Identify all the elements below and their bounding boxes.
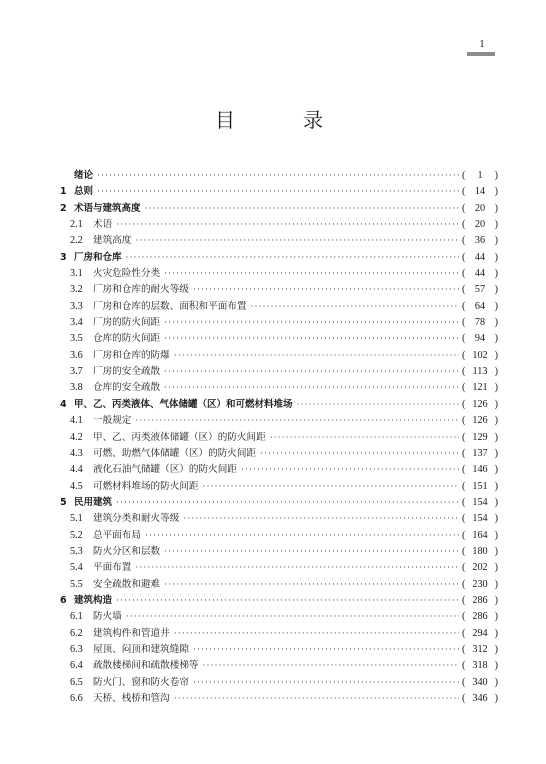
toc-entry-number: 1 (60, 186, 67, 198)
toc-page-ref (462, 626, 498, 642)
toc-page-ref (462, 397, 498, 413)
toc-page-number: 36 (474, 235, 486, 247)
toc-entry-title: 可燃、助燃气体储罐（区）的防火间距 (93, 447, 257, 459)
toc-page-number: 64 (474, 300, 486, 312)
right-paren: ) (494, 366, 498, 378)
toc-dot-leader (174, 625, 459, 641)
right-paren: ) (494, 382, 498, 394)
toc-section-entry[interactable] (60, 232, 498, 248)
toc-chapter-entry[interactable] (60, 200, 498, 216)
toc-dot-leader (164, 330, 459, 346)
toc-page-ref (462, 495, 498, 511)
page-title: 目 录 (215, 108, 347, 132)
toc-entry-title: 建筑高度 (93, 235, 132, 247)
toc-entry-number: 6.3 (70, 643, 83, 655)
left-paren: ( (462, 170, 466, 181)
toc-entry-title: 可燃材料堆场的防火间距 (93, 480, 199, 492)
toc-page-ref (462, 593, 498, 609)
toc-section-entry[interactable] (60, 641, 498, 657)
toc-page-ref (462, 266, 498, 282)
toc-page-number: 146 (472, 464, 488, 476)
toc-dot-leader (174, 347, 459, 363)
toc-chapter-entry[interactable] (60, 592, 498, 608)
toc-page-ref (462, 675, 498, 691)
toc-dot-leader (174, 690, 459, 706)
toc-page-ref (462, 577, 498, 593)
right-paren: ) (494, 496, 498, 508)
right-paren: ) (494, 317, 498, 329)
left-paren: ( (462, 693, 466, 704)
right-paren: ) (494, 464, 498, 476)
toc-page-number: 44 (474, 251, 486, 263)
toc-dot-leader (164, 543, 459, 559)
toc-section-entry[interactable] (60, 314, 498, 330)
toc-chapter-entry[interactable] (60, 249, 498, 265)
toc-entry-title: 建筑构造 (74, 594, 113, 606)
toc-section-entry[interactable] (60, 576, 498, 592)
left-paren: ( (462, 627, 466, 639)
left-paren: ( (462, 202, 466, 214)
toc-entry-number: 4.3 (70, 447, 83, 459)
toc-page-number: 137 (472, 447, 488, 459)
toc-page-number: 57 (474, 284, 486, 296)
toc-page-number: 1 (477, 170, 483, 181)
toc-entry-title: 厂房和仓库的耐火等级 (93, 284, 189, 296)
toc-dot-leader (193, 674, 459, 690)
left-paren: ( (462, 496, 466, 508)
toc-dot-leader (135, 412, 459, 428)
toc-dot-leader (260, 445, 459, 461)
toc-entry-title: 绪论 (74, 170, 94, 181)
toc-page-number: 154 (472, 496, 488, 508)
toc-page-ref (462, 184, 498, 200)
toc-page-number: 340 (472, 676, 488, 688)
toc-page-number: 113 (472, 366, 488, 378)
toc-entry-number: 4.1 (70, 415, 83, 427)
toc-entry-title: 厂房和仓库 (74, 251, 122, 263)
toc-page-ref (462, 462, 498, 478)
toc-entry-number: 3.7 (70, 366, 83, 378)
toc-entry-title: 火灾危险性分类 (93, 268, 161, 280)
toc-section-entry[interactable] (60, 412, 498, 428)
toc-entry-number: 3.1 (70, 268, 83, 280)
left-paren: ( (462, 578, 466, 590)
toc-entry-title: 液化石油气储罐（区）的防火间距 (93, 464, 237, 476)
left-paren: ( (462, 219, 466, 231)
toc-dot-leader (116, 216, 459, 232)
toc-page-ref (462, 299, 498, 315)
toc-chapter-entry[interactable] (60, 494, 498, 510)
toc-page-number: 121 (472, 382, 488, 394)
left-paren: ( (462, 480, 466, 492)
toc-dot-leader (251, 298, 460, 314)
left-paren: ( (462, 594, 466, 606)
toc-entry-title: 甲、乙、丙类液体储罐（区）的防火间距 (93, 431, 266, 443)
toc-section-entry[interactable] (60, 559, 498, 575)
toc-page-number: 346 (472, 693, 488, 704)
right-paren: ) (494, 170, 498, 181)
toc-entry-title: 防火墙 (93, 611, 122, 623)
toc-dot-leader (193, 641, 459, 657)
toc-entry-title: 建筑分类和耐火等级 (93, 513, 180, 525)
toc-dot-leader (126, 608, 459, 624)
right-paren: ) (494, 284, 498, 296)
left-paren: ( (462, 284, 466, 296)
toc-entry-title: 厂房的防火间距 (93, 317, 161, 329)
toc-entry-number: 6.5 (70, 676, 83, 688)
left-paren: ( (462, 366, 466, 378)
toc-page-number: 164 (472, 529, 488, 541)
toc-entry-title: 总平面布局 (93, 529, 141, 541)
toc-entry-title: 厂房和仓库的层数、面积和平面布置 (93, 300, 247, 312)
toc-entry-number: 6.6 (70, 693, 83, 704)
toc-section-entry[interactable] (60, 510, 498, 526)
toc-page-ref (462, 315, 498, 331)
right-paren: ) (494, 268, 498, 280)
left-paren: ( (462, 235, 466, 247)
toc-dot-leader (241, 461, 459, 477)
right-paren: ) (494, 545, 498, 557)
toc-entry-title: 防火分区和层数 (93, 545, 161, 557)
toc-page-ref (462, 331, 498, 347)
toc-chapter-entry[interactable] (60, 183, 498, 199)
toc-page-ref (462, 217, 498, 233)
right-paren: ) (494, 627, 498, 639)
right-paren: ) (494, 333, 498, 345)
left-paren: ( (462, 529, 466, 541)
toc-entry-number: 5.4 (70, 562, 83, 574)
toc-entry-number: 3.3 (70, 300, 83, 312)
right-paren: ) (494, 219, 498, 231)
toc-dot-leader (183, 510, 459, 526)
toc-page-ref (462, 282, 498, 298)
toc-dot-leader (164, 265, 459, 281)
toc-dot-leader (97, 167, 459, 183)
toc-section-entry[interactable] (60, 527, 498, 543)
toc-entry-title: 平面布置 (93, 562, 132, 574)
toc-page-ref (462, 348, 498, 364)
toc-entry-title: 术语 (93, 219, 113, 231)
toc-page-number: 318 (472, 660, 488, 672)
right-paren: ) (494, 513, 498, 525)
left-paren: ( (462, 333, 466, 345)
toc-page-number: 154 (472, 513, 488, 525)
toc-entry-title: 术语与建筑高度 (74, 202, 141, 214)
right-paren: ) (494, 186, 498, 198)
right-paren: ) (494, 643, 498, 655)
toc-entry-number: 3.8 (70, 382, 83, 394)
toc-page-number: 180 (472, 545, 488, 557)
right-paren: ) (494, 578, 498, 590)
toc-section-entry[interactable] (60, 478, 498, 494)
toc-entry-title: 甲、乙、丙类液体、气体储罐（区）和可燃材料堆场 (74, 398, 293, 410)
toc-dot-leader (203, 478, 459, 494)
toc-page-number: 20 (474, 219, 486, 231)
toc-page-ref (462, 528, 498, 544)
toc-entry-number: 3 (60, 251, 67, 263)
right-paren: ) (494, 300, 498, 312)
toc-page-ref (462, 233, 498, 249)
toc-section-entry[interactable] (60, 429, 498, 445)
toc-page-number: 44 (474, 268, 486, 280)
toc-section-entry[interactable] (60, 625, 498, 641)
toc-page-number: 151 (472, 480, 488, 492)
toc-entry-number: 4.2 (70, 431, 83, 443)
toc-section-entry[interactable] (60, 657, 498, 673)
toc-entry-title: 民用建筑 (74, 496, 113, 508)
toc-entry-number: 6.1 (70, 611, 83, 623)
right-paren: ) (494, 611, 498, 623)
toc-dot-leader (203, 657, 459, 673)
toc-page-ref (462, 250, 498, 266)
toc-entry-number: 5 (60, 496, 67, 508)
toc-entry-number: 5.1 (70, 513, 83, 525)
toc-page-ref (462, 479, 498, 495)
toc-entry-title: 安全疏散和避难 (93, 578, 161, 590)
toc-entry-title: 厂房和仓库的防爆 (93, 349, 170, 361)
right-paren: ) (494, 415, 498, 427)
toc-page-number: 20 (474, 202, 486, 214)
toc-page-number: 78 (474, 317, 486, 329)
toc-page-number: 129 (472, 431, 488, 443)
toc-entry-number: 5.5 (70, 578, 83, 590)
toc-section-entry[interactable] (60, 363, 498, 379)
toc-entry-number: 5.2 (70, 529, 83, 541)
toc-page-number: 126 (472, 415, 488, 427)
toc-page-ref (462, 380, 498, 396)
toc-page-ref (462, 544, 498, 560)
toc-entry-number: 5.3 (70, 545, 83, 557)
toc-entry-title: 一般规定 (93, 415, 132, 427)
toc-page-ref (462, 691, 498, 707)
toc-page-number: 14 (474, 186, 486, 198)
toc-entry-title: 总则 (74, 186, 94, 198)
toc-section-entry[interactable] (60, 216, 498, 232)
left-paren: ( (462, 415, 466, 427)
toc-entry-title: 屋顶、闷顶和建筑缝隙 (93, 643, 189, 655)
toc-page-ref (462, 430, 498, 446)
toc-dot-leader (145, 527, 459, 543)
toc-dot-leader (116, 592, 459, 608)
toc-entry-title: 天桥、栈桥和管沟 (93, 693, 170, 704)
right-paren: ) (494, 529, 498, 541)
toc-dot-leader (164, 363, 459, 379)
toc-dot-leader (145, 200, 459, 216)
toc-dot-leader (164, 576, 459, 592)
left-paren: ( (462, 464, 466, 476)
toc-page-ref (462, 168, 498, 184)
toc-dot-leader (270, 429, 459, 445)
toc-entry-title: 仓库的安全疏散 (93, 382, 161, 394)
toc-entry-number: 2 (60, 202, 67, 214)
left-paren: ( (462, 562, 466, 574)
toc-section-entry[interactable] (60, 608, 498, 624)
toc-entry-number: 3.2 (70, 284, 83, 296)
toc-page-ref (462, 560, 498, 576)
right-paren: ) (494, 235, 498, 247)
toc-dot-leader (126, 249, 459, 265)
toc-section-entry[interactable] (60, 674, 498, 690)
left-paren: ( (462, 186, 466, 198)
toc-entry-number: 3.4 (70, 317, 83, 329)
left-paren: ( (462, 611, 466, 623)
right-paren: ) (494, 562, 498, 574)
left-paren: ( (462, 447, 466, 459)
right-paren: ) (494, 251, 498, 263)
right-paren: ) (494, 480, 498, 492)
toc-section-entry[interactable] (60, 298, 498, 314)
toc-section-entry[interactable] (60, 379, 498, 395)
toc-dot-leader (297, 396, 459, 412)
left-paren: ( (462, 300, 466, 312)
toc-entry-number: 6.4 (70, 660, 83, 672)
right-paren: ) (494, 676, 498, 688)
toc-section-entry[interactable] (60, 330, 498, 346)
right-paren: ) (494, 660, 498, 672)
toc-page-number: 286 (472, 611, 488, 623)
toc-page-ref (462, 413, 498, 429)
toc-section-entry[interactable] (60, 445, 498, 461)
toc-page-number: 94 (474, 333, 486, 345)
toc-section-entry[interactable] (60, 347, 498, 363)
toc-entry-number: 2.2 (70, 235, 83, 247)
toc-section-entry[interactable] (60, 281, 498, 297)
page-number: 1 (479, 38, 485, 50)
toc-page-ref (462, 364, 498, 380)
toc-page-number: 286 (472, 594, 488, 606)
toc-entry-title: 建筑构件和管道井 (93, 627, 170, 639)
toc-entry-title: 防火门、窗和防火卷帘 (93, 676, 189, 688)
left-paren: ( (462, 317, 466, 329)
left-paren: ( (462, 676, 466, 688)
toc-entry-number: 4 (60, 398, 67, 410)
right-paren: ) (494, 398, 498, 410)
toc-entry-title: 厂房的安全疏散 (93, 366, 161, 378)
toc-dot-leader (193, 281, 459, 297)
toc-page-number: 202 (472, 562, 488, 574)
toc-dot-leader (135, 232, 459, 248)
left-paren: ( (462, 545, 466, 557)
toc-page-ref (462, 201, 498, 217)
toc-entry-number: 3.5 (70, 333, 83, 345)
toc-entry-number: 3.6 (70, 349, 83, 361)
toc-page-ref (462, 658, 498, 674)
left-paren: ( (462, 251, 466, 263)
toc-entry-title: 疏散楼梯间和疏散楼梯等 (93, 660, 199, 672)
toc-dot-leader (164, 314, 459, 330)
toc-chapter-entry[interactable] (60, 396, 498, 412)
toc-page-number: 294 (472, 627, 488, 639)
left-paren: ( (462, 431, 466, 443)
toc-entry-number: 4.5 (70, 480, 83, 492)
right-paren: ) (494, 693, 498, 704)
left-paren: ( (462, 513, 466, 525)
left-paren: ( (462, 398, 466, 410)
toc-section-entry[interactable] (60, 461, 498, 477)
toc-dot-leader (135, 559, 459, 575)
left-paren: ( (462, 268, 466, 280)
toc-page-ref (462, 446, 498, 462)
table-of-contents (60, 167, 498, 706)
toc-page-ref (462, 609, 498, 625)
toc-page-number: 126 (472, 398, 488, 410)
toc-section-entry[interactable] (60, 543, 498, 559)
page-number-bar (467, 52, 495, 56)
toc-entry-number: 2.1 (70, 219, 83, 231)
toc-dot-leader (164, 379, 459, 395)
left-paren: ( (462, 660, 466, 672)
toc-page-number: 102 (472, 349, 488, 361)
toc-entry-number: 4.4 (70, 464, 83, 476)
toc-entry-number: 6.2 (70, 627, 83, 639)
toc-entry-number: 6 (60, 594, 67, 606)
left-paren: ( (462, 643, 466, 655)
right-paren: ) (494, 594, 498, 606)
toc-entry-title: 仓库的防火间距 (93, 333, 161, 345)
right-paren: ) (494, 349, 498, 361)
toc-chapter-entry[interactable] (60, 167, 498, 183)
toc-dot-leader (97, 183, 459, 199)
left-paren: ( (462, 382, 466, 394)
toc-section-entry[interactable] (60, 690, 498, 706)
toc-page-number: 230 (472, 578, 488, 590)
right-paren: ) (494, 202, 498, 214)
right-paren: ) (494, 447, 498, 459)
toc-section-entry[interactable] (60, 265, 498, 281)
left-paren: ( (462, 349, 466, 361)
toc-page-number: 312 (472, 643, 488, 655)
toc-dot-leader (116, 494, 459, 510)
toc-page-ref (462, 511, 498, 527)
right-paren: ) (494, 431, 498, 443)
toc-page-ref (462, 642, 498, 658)
